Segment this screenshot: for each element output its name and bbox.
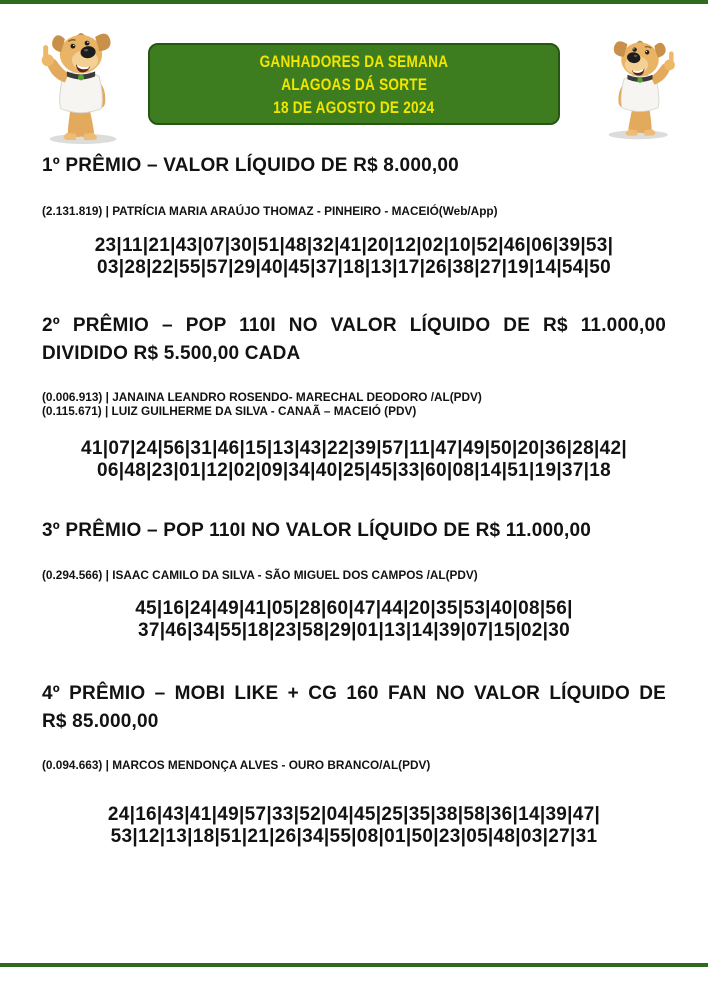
prize-4-numbers-line-1: 24|16|43|41|49|57|33|52|04|45|25|35|38|58|36|14|39|47|: [107, 804, 601, 825]
banner-line-2: ALAGOAS DÁ SORTE: [281, 74, 427, 94]
prize-3-numbers-line-1: 45|16|24|49|41|05|28|60|47|44|20|35|53|40|08|56|: [135, 598, 573, 619]
prize-2-winners: [42, 390, 666, 418]
prize-3-winner: (0.294.566) | ISAAC CAMILO DA SILVA - SÃO MIGUEL DOS CAMPOS /AL(PDV): [42, 568, 478, 582]
prize-1-winners: [42, 204, 666, 218]
prize-4-title-line-1: 4º PRÊMIO – MOBI LIKE + CG 160 FAN NO VALOR LÍQUIDO DE: [42, 683, 666, 704]
prize-2-numbers: [42, 438, 666, 481]
prize-3-title: [42, 517, 666, 545]
prize-2-title-line-2: DIVIDIDO R$ 5.500,00 CADA: [42, 343, 301, 364]
prize-2-numbers-line-2: 06|48|23|01|12|02|09|34|40|25|45|33|60|08|14|51|19|37|18: [96, 459, 612, 481]
prize-1-title-line: 1º PRÊMIO – VALOR LÍQUIDO DE R$ 8.000,00: [42, 155, 459, 176]
prize-4-numbers: [42, 804, 666, 847]
prize-2-winner-2: (0.115.671) | LUIZ GUILHERME DA SILVA - CANAÃ – MACEIÓ (PDV): [42, 404, 417, 418]
prize-2-title-line-1: 2º PRÊMIO – POP 110I NO VALOR LÍQUIDO DE R$ 11.000,00: [42, 315, 666, 336]
prize-section-4: [42, 680, 666, 847]
prize-3-winners: [42, 568, 666, 582]
prize-4-numbers-line-2: 53|12|13|18|51|21|26|34|55|08|01|50|23|05|48|03|27|31: [110, 825, 598, 847]
prize-2-winner-1: (0.006.913) | JANAINA LEANDRO ROSENDO- MARECHAL DEODORO /AL(PDV): [42, 390, 482, 404]
prize-4-winners: [42, 758, 666, 772]
prize-4-title-line-2: R$ 85.000,00: [42, 711, 159, 732]
banner-line-1: GANHADORES DA SEMANA: [259, 51, 449, 71]
title-banner: [148, 43, 560, 125]
bottom-green-rule: [0, 963, 708, 967]
prize-4-title: [42, 680, 666, 736]
header: [0, 0, 708, 152]
banner-line-3: 18 DE AGOSTO DE 2024: [273, 97, 435, 117]
prize-section-2: [42, 312, 666, 481]
prize-3-title-line: 3º PRÊMIO – POP 110I NO VALOR LÍQUIDO DE R$ 11.000,00: [42, 520, 592, 541]
prize-3-numbers: [42, 598, 666, 641]
prize-list: [0, 152, 708, 847]
prize-1-winner: (2.131.819) | PATRÍCIA MARIA ARAÚJO THOMAZ - PINHEIRO - MACEIÓ(Web/App): [42, 204, 498, 218]
prize-1-numbers-line-1: 23|11|21|43|07|30|51|48|32|41|20|12|02|10|52|46|06|39|53|: [94, 235, 614, 256]
prize-1-numbers: [42, 235, 666, 278]
prize-section-3: [42, 517, 666, 641]
prize-section-1: [42, 152, 666, 278]
prize-1-title: [42, 152, 666, 180]
prize-1-numbers-line-2: 03|28|22|55|57|29|40|45|37|18|13|17|26|38|27|19|14|54|50: [96, 256, 612, 278]
prize-4-winner: (0.094.663) | MARCOS MENDONÇA ALVES - OURO BRANCO/AL(PDV): [42, 758, 431, 772]
dog-mascot-left-icon: [28, 30, 134, 146]
prize-2-title: [42, 312, 666, 368]
dog-mascot-right-icon: [594, 38, 686, 141]
prize-2-numbers-line-1: 41|07|24|56|31|46|15|13|43|22|39|57|11|47|49|50|20|36|28|42|: [81, 438, 627, 459]
prize-3-numbers-line-2: 37|46|34|55|18|23|58|29|01|13|14|39|07|15|02|30: [138, 619, 570, 641]
